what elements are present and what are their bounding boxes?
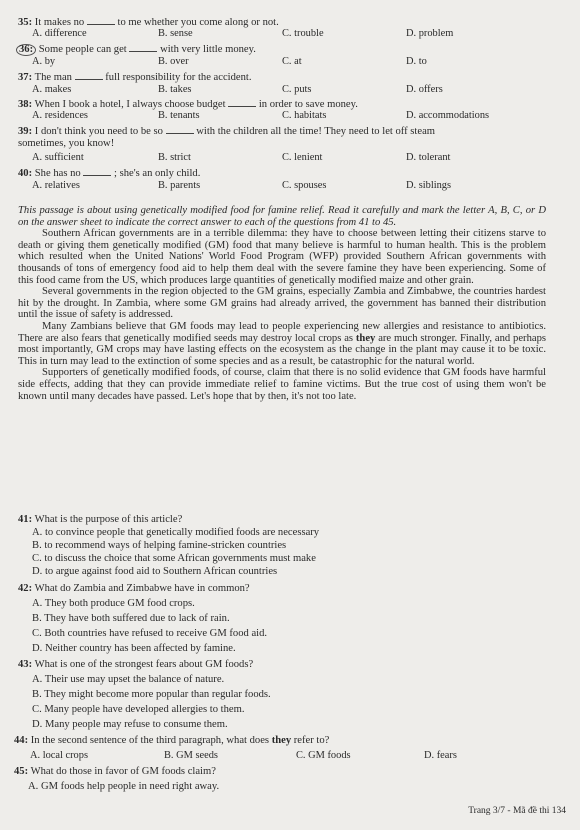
blank — [83, 167, 111, 176]
question-36: 36: Some people can get with very little money. — [16, 43, 256, 56]
passage-paragraph-4: Supporters of genetically modified foods, of course, claim that there is no solid evidence that GM foods have harmful side effects, adding that they can provide immediate relief to famine victims. But the true cost of using them won't be known until many decades have passed. Let's hope that by then, it's not too late. — [18, 367, 546, 402]
option-42-a: A. They both produce GM food crops. — [32, 598, 195, 609]
question-44: 44: In the second sentence of the third paragraph, what does they refer to? — [14, 735, 330, 746]
question-39-continued: sometimes, you know! — [18, 138, 115, 149]
option-43-b: B. They might become more popular than regular foods. — [32, 689, 271, 700]
question-35: 35: It makes no to me whether you come along or not. — [18, 17, 279, 28]
option-43-a: A. Their use may upset the balance of nature. — [32, 674, 225, 685]
exam-page: 35: It makes no to me whether you come along or not. A. difference B. sense C. trouble D. problem 36: Some people can get with very little money. A. by B. over C. at D. to 37: The man full responsibility for the accident. A. makes B. takes C. puts D. offers 38: When I book a hotel, I always choose budget in order to save money. A. residences B. tenants C. habitats D. accommodations 39: I don't think you need to be so with the children all the time! They need to let off steam sometimes, you know! A. sufficient B. strict C. lenient D. tolerant 40: She has no ; she's an only child. A. relatives B. parents C. spouses D. siblings This passage is about using genetically modified food for famine relief. Read it carefully and mark the letter A, B, C, or D on the answer sheet to indicate the correct answer to each of the questions from 41 to 45. Southern African governments are in a terrible dilemma: they have to choose between letting their citizens starve to death or giving them genetically modified (GM) food that many believe is harmful to human health. This is the problem which resulted when the United Nations' World Food Program (WFP) provided Southern African governments with thousands of tons of emergency food aid to help them deal with the severe famine they have been experiencing. Some of this food came from the US, which produces large quantities of genetically modified maize and other grain. Several governments in the region objected to the GM grains, especially Zambia and Zimbabwe, the countries hardest hit by the drought. In Zambia, where some GM grains had already arrived, the government has banned their distribution until the issue of safety is addressed. Many Zambians believe that GM foods may lead to people experiencing new allergies and resistance to antibiotics. There are also fears that genetically modified seeds may destroy local crops as they are much stronger. Finally, and perhaps most importantly, GM crops may have lasting effects on the ecosystem as the change in the plant may cause it to be toxic. This in turn may lead to the extinction of some species and as a result, be catastrophic for the natural world. Supporters of genetically modified foods, of course, claim that there is no solid evidence that GM foods have harmful side effects, adding that they can provide immediate relief to famine victims. But the true cost of using them won't be known until many decades have passed. Let's hope that by then, it's not too late. 41: What is the purpose of this article? A. to convince people that genetically modified foods are necessary B. to recommend ways of helping famine-stricken countries C. to discuss the choice that some African governments must make D. to argue against food aid to Southern African countries 42: What do Zambia and Zimbabwe have in common? A. They both produce GM food crops. B. They have both suffered due to lack of rain. C. Both countries have refused to receive GM food aid. D. Neither country has been affected by famine. 43: What is one of the strongest fears about GM foods? A. Their use may upset the balance of nature. B. They might become more popular than regular foods. C. Many people have developed allergies to them. D. Many people may refuse to consume them. 44: In the second sentence of the third paragraph, what does they refer to? A. local crops B. GM seeds C. GM foods D. fears 45: What do those in favor of GM foods claim? A. GM foods help people in need right away. Trang 3/7 - Mã đề thi 134 — [14, 17, 566, 816]
option-43-c: C. Many people have developed allergies to them. — [32, 704, 245, 715]
passage-paragraph-1: Southern African governments are in a terrible dilemma: they have to choose between letting their citizens starve to death or giving them genetically modified (GM) food that many believe is harmful to human health. This is the problem which resulted when the United Nations' World Food Program (WFP) provided Southern African governments with thousands of tons of emergency food aid to help them deal with the severe famine they have been experiencing. Some of this food came from the US, which produces large quantities of genetically modified maize and other grain. — [18, 228, 546, 286]
question-45: 45: What do those in favor of GM foods claim? — [14, 766, 216, 777]
option-41-d: D. to argue against food aid to Southern African countries — [32, 566, 278, 577]
option-42-d: D. Neither country has been affected by famine. — [32, 643, 236, 654]
question-38: 38: When I book a hotel, I always choose budget in order to save money. — [18, 99, 358, 110]
blank — [75, 71, 103, 80]
page-footer: Trang 3/7 - Mã đề thi 134 — [468, 806, 566, 816]
option-43-d: D. Many people may refuse to consume them. — [32, 719, 228, 730]
question-37: 37: The man full responsibility for the accident. — [18, 72, 252, 83]
blank — [166, 125, 194, 134]
blank — [129, 43, 157, 52]
option-41-b: B. to recommend ways of helping famine-stricken countries — [32, 540, 287, 551]
blank — [228, 98, 256, 107]
passage-instructions: This passage is about using genetically modified food for famine relief. Read it carefully and mark the letter A, B, C, or D on the answer sheet to indicate the correct answer to each of the questions from 41 to 45. — [18, 205, 546, 228]
passage-paragraph-2: Several governments in the region objected to the GM grains, especially Zambia and Zimbabwe, the countries hardest hit by the drought. In Zambia, where some GM grains had already arrived, the government has banned their distribution until the issue of safety is addressed. — [18, 286, 546, 321]
option-42-b: B. They have both suffered due to lack of rain. — [32, 613, 230, 624]
option-42-c: C. Both countries have refused to receive GM food aid. — [32, 628, 268, 639]
option-41-a: A. to convince people that genetically modified foods are necessary — [32, 527, 320, 538]
option-45-a: A. GM foods help people in need right away. — [28, 781, 220, 792]
blank — [87, 16, 115, 25]
question-40: 40: She has no ; she's an only child. — [18, 168, 201, 179]
question-41: 41: What is the purpose of this article? — [18, 514, 183, 525]
question-42: 42: What do Zambia and Zimbabwe have in common? — [18, 583, 250, 594]
question-43: 43: What is one of the strongest fears about GM foods? — [18, 659, 254, 670]
question-39: 39: I don't think you need to be so with the children all the time! They need to let off steam — [18, 126, 436, 137]
option-41-c: C. to discuss the choice that some African governments must make — [32, 553, 316, 564]
passage-paragraph-3: Many Zambians believe that GM foods may lead to people experiencing new allergies and resistance to antibiotics. There are also fears that genetically modified seeds may destroy local crops as they are much stronger. Finally, and perhaps most importantly, GM crops may have lasting effects on the ecosystem as the change in the plant may cause it to be toxic. This in turn may lead to the extinction of some species and as a result, be catastrophic for the natural world. — [18, 320, 547, 367]
reading-passage — [18, 205, 546, 402]
